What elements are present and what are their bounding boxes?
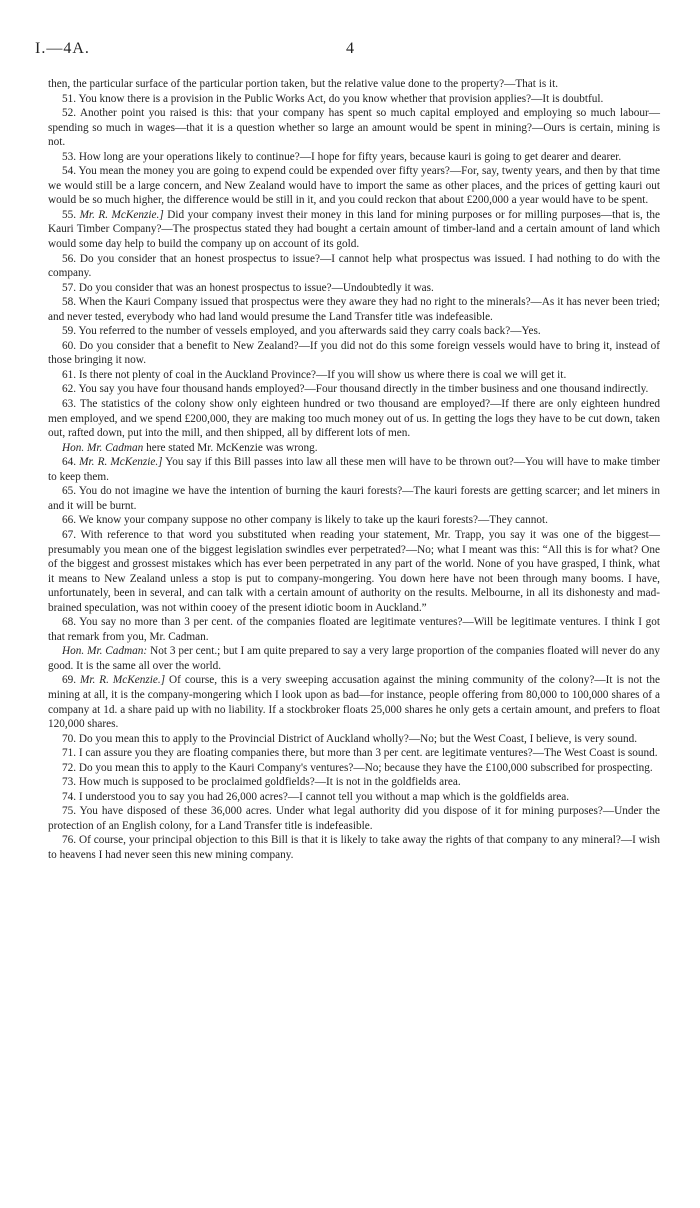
paragraph-text: then, the particular surface of the particular portion taken, but the relative value done to the property?—That is it. <box>48 78 559 90</box>
paragraph <box>48 732 660 747</box>
paragraph-text: 72. Do you mean this to apply to the Kauri Company's ventures?—No; because they have the £100,000 subscribed for prospecting. <box>62 761 653 774</box>
paragraph-text: 76. Of course, your principal objection to this Bill is that it is likely to take away the rights of that company to any mineral?—I wish to heavens I had never seen this new mining company. <box>48 834 660 861</box>
paragraph <box>48 368 660 383</box>
paragraph-text: here stated Mr. McKenzie was wrong. <box>143 441 318 454</box>
paragraph-text: 58. When the Kauri Company issued that prospectus were they aware they had no right to the minerals?—As it has never been tried; and never tested, everybody who had land would presume the Land Transfer title was indefeasible. <box>48 296 660 323</box>
speaker-label: Mr. R. McKenzie.] <box>79 456 163 469</box>
speaker-label: Hon. Mr. Cadman <box>62 441 144 454</box>
paragraph <box>48 644 660 673</box>
paragraph-text: 54. You mean the money you are going to expend could be expended over fifty years?—For, say, twenty years, and then by that time we would still be a large concern, and New Zealand would have to import the same as other places, and the prices of getting kauri out would be so much higher, the difference would be still in it, and you could reckon that about £200,000 a year would have to be spent. <box>48 165 660 207</box>
paragraph-text: Not 3 per cent.; but I am quite prepared to say a very large proportion of the companies floated will never do any good. It is the same all over the world. <box>48 645 660 672</box>
paragraph-text: 66. We know your company suppose no other company is likely to take up the kauri forests?—They cannot. <box>62 514 548 527</box>
paragraph <box>48 339 660 368</box>
paragraph-text: 71. I can assure you they are floating companies there, but more than 3 per cent. are legitimate ventures?—The West Coast is sound. <box>62 747 658 760</box>
paragraph <box>48 775 660 790</box>
speaker-label: Hon. Mr. Cadman: <box>62 645 148 658</box>
paragraph-text: 61. Is there not plenty of coal in the Auckland Province?—If you will show us where there is coal we will get it. <box>62 368 567 381</box>
paragraph-text: Did your company invest their money in this land for mining purposes or for milling purposes—that is, the Kauri Timber Company?—The prospectus stated they had bought a certain amount of timber-land and a certain amount of land which would some day help to build the company up on account of its gold. <box>48 208 660 251</box>
paragraph <box>48 324 660 339</box>
paragraph <box>48 484 660 513</box>
paragraph <box>48 673 660 731</box>
paragraph <box>48 295 660 324</box>
paragraph <box>48 513 660 528</box>
paragraph-text: 56. Do you consider that an honest prospectus to issue?—I cannot help what prospectus was issued. I had nothing to do with the company. <box>48 252 660 280</box>
paragraph-text: 60. Do you consider that a benefit to New Zealand?—If you did not do this some foreign vessels would have to bring it, instead of those bringing it now. <box>48 339 660 367</box>
paragraph <box>48 252 660 281</box>
paragraph-text: 53. How long are your operations likely to continue?—I hope for fifty years, because kauri is going to get dearer and dearer. <box>62 150 622 163</box>
paragraph <box>48 804 660 833</box>
paragraph-text: 70. Do you mean this to apply to the Provincial District of Auckland wholly?—No; but the West Coast, I believe, is very sound. <box>62 732 638 745</box>
paragraph <box>48 528 660 615</box>
paragraph-text: 73. How much is supposed to be proclaimed goldfields?—It is not in the goldfields area. <box>62 776 461 789</box>
paragraph <box>48 790 660 805</box>
paragraph-text: 59. You referred to the number of vessels employed, and you afterwards said they carry coals back?—Yes. <box>62 325 541 338</box>
paragraph-text: 74. I understood you to say you had 26,000 acres?—I cannot tell you without a map which is the goldfields area. <box>62 790 570 803</box>
paragraph-text: Of course, this is a very sweeping accusation against the mining community of the colony?—It is not the mining at all, it is the company-mongering which I look upon as bad—for instance, people offering from 80,000 to 100,000 shares of a company at 1d. a share paid up with no liability. If a stockbroker floats 25,000 shares he only gets a certain amount, and prefers to float 120,000 shares. <box>48 674 660 731</box>
paragraph <box>48 208 660 252</box>
paragraph-text: 68. You say no more than 3 per cent. of the companies floated are legitimate ventures?—Will be legitimate ventures. I think I got that remark from you, Mr. Cadman. <box>48 616 660 643</box>
paragraph <box>48 77 660 92</box>
paragraph <box>48 106 660 150</box>
paragraph <box>48 150 660 165</box>
paragraph-text: 52. Another point you raised is this: that your company has spent so much capital employed and employing so much labour—spending so much in wages—that it is a question whether so large an amount would be spent in mining?—Ours is certain, mining is not. <box>48 107 660 149</box>
paragraph <box>48 441 660 456</box>
paragraph-text: 62. You say you have four thousand hands employed?—Four thousand directly in the timber business and one thousand indirectly. <box>62 383 649 396</box>
speaker-label: Mr. R. McKenzie.] <box>79 208 164 221</box>
paragraph <box>48 164 660 208</box>
document-body <box>48 77 660 863</box>
paragraph-text: 51. You know there is a provision in the Public Works Act, do you know whether that provision applies?—It is doubtful. <box>62 92 604 105</box>
question-number: 55. <box>62 208 80 221</box>
paragraph <box>48 92 660 107</box>
paragraph-text: 75. You have disposed of these 36,000 acres. Under what legal authority did you dispose of it for mining purposes?—Under the protection of an English colony, for a Land Transfer title is indefeasible. <box>48 805 660 832</box>
paragraph <box>48 615 660 644</box>
paragraph-text: 65. You do not imagine we have the intention of burning the kauri forests?—The kauri forests are getting scarcer; and let miners in and it will be burnt. <box>48 485 660 512</box>
paragraph <box>48 833 660 862</box>
paragraph-text: 57. Do you consider that was an honest prospectus to issue?—Undoubtedly it was. <box>62 281 434 294</box>
page-header <box>35 40 665 62</box>
paragraph-text: 67. With reference to that word you substituted when reading your statement, Mr. Trapp, you say it was one of the biggest—presumably you mean one of the biggest legislation swindles ever perpetrated?—No; what I meant was this: “All this is for what? One of the biggest and grossest mistakes which has ever been perpetrated in any part of the world. None of you have grasped, I think, what it means to New Zealand unless a stop is put to company-mongering. You down here have not been through many booms. I have, unfortunately, been in several, and can talk with a certain amount of authority on the results. Melbourne, in all its dishonesty and mad-brained speculation, was not within cooey of the present idiotic boom in Auckland.” <box>48 528 660 614</box>
speaker-label: Mr. R. McKenzie.] <box>80 674 166 687</box>
paragraph <box>48 397 660 441</box>
page-number: 4 <box>346 40 354 57</box>
paragraph <box>48 382 660 397</box>
paragraph-text: 63. The statistics of the colony show only eighteen hundred or two thousand are employed?—If there are only eighteen hundred men employed, and we spend £200,000, they are making too much money out of us. In getting the logs they have to be cut down, taken out, rafted down, put into the mill, and then shipped, all by different lots of men. <box>48 398 660 440</box>
paragraph <box>48 746 660 761</box>
paragraph <box>48 455 660 484</box>
question-number: 69. <box>62 674 81 687</box>
paragraph-text: You say if this Bill passes into law all these men will have to be thrown out?—You will have to make timber to keep them. <box>48 456 660 483</box>
question-number: 64. <box>62 456 80 469</box>
paragraph <box>48 761 660 776</box>
document-reference: I.—4A. <box>35 40 90 57</box>
paragraph <box>48 281 660 296</box>
